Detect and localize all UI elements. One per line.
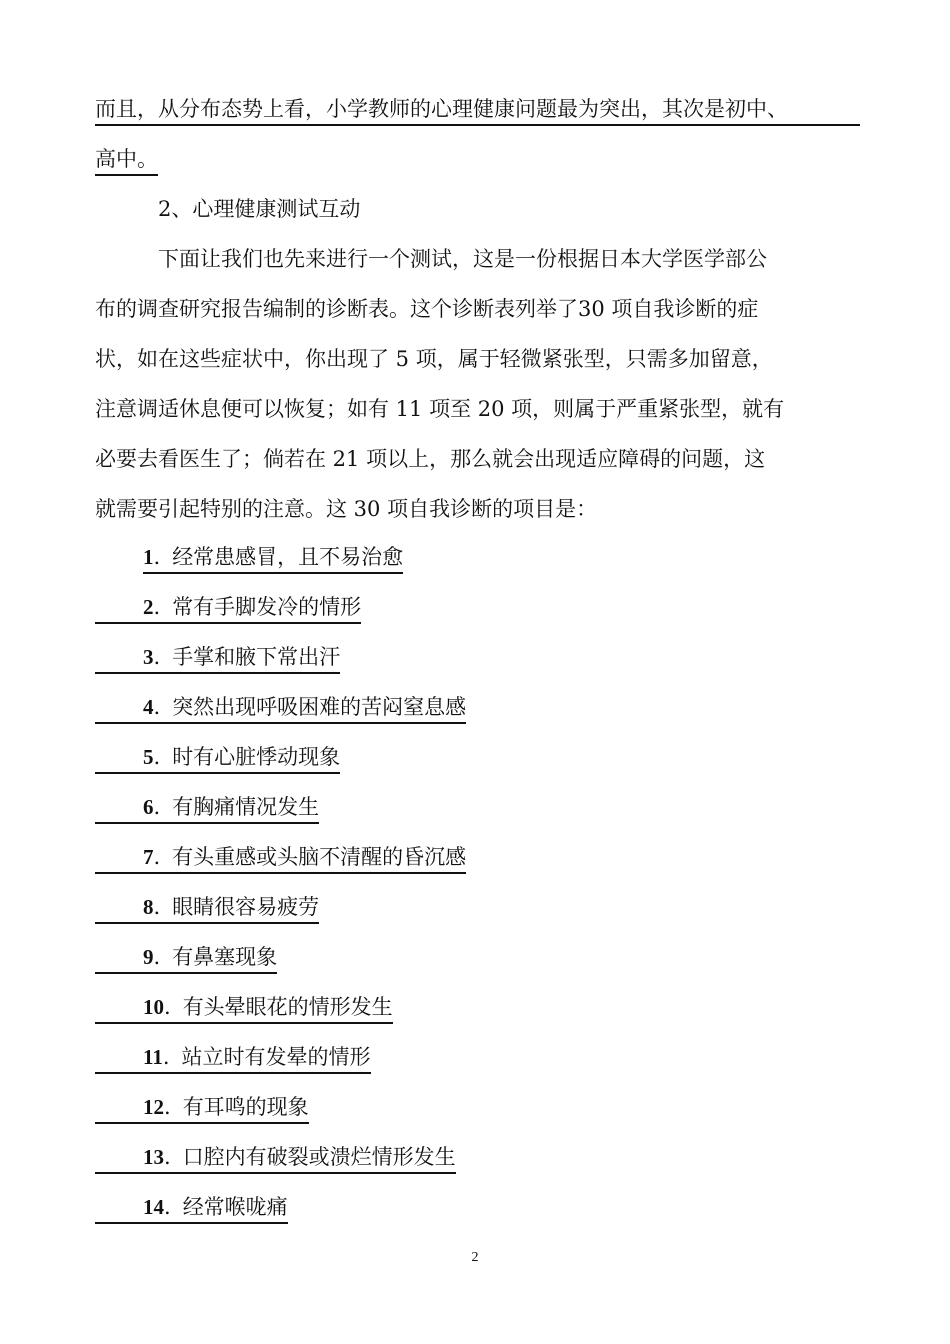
item-text: 眼睛很容易疲劳 (172, 895, 320, 919)
paragraph-tail-text-2: 高中。 (95, 147, 158, 171)
item-text: 时有心脏悸动现象 (172, 745, 341, 769)
list-item: 12. 有耳鸣的现象 (95, 1092, 309, 1124)
list-item: 9. 有鼻塞现象 (95, 942, 277, 974)
item-text: 有头晕眼花的情形发生 (182, 995, 393, 1019)
list-item: 5. 时有心脏悸动现象 (95, 742, 340, 774)
intro-line-6: 就需要引起特别的注意。这 30 项自我诊断的项目是： (95, 497, 598, 521)
item-number: 8 (143, 895, 154, 919)
paragraph-tail-line-1 (95, 94, 860, 126)
item-text: 手掌和腋下常出汗 (172, 645, 341, 669)
list-item: 1. 经常患感冒，且不易治愈 (143, 542, 403, 574)
item-number: 1 (143, 545, 154, 569)
item-number: 4 (143, 695, 154, 719)
item-number: 14 (143, 1195, 164, 1219)
item-number: 3 (143, 645, 154, 669)
list-item: 10. 有头晕眼花的情形发生 (95, 992, 393, 1024)
item-text: 经常患感冒，且不易治愈 (172, 545, 404, 569)
list-item: 13. 口腔内有破裂或溃烂情形发生 (95, 1142, 456, 1174)
intro-line-2: 布的调查研究报告编制的诊断表。这个诊断表列举了30 项自我诊断的症 (95, 297, 759, 321)
item-text: 常有手脚发冷的情形 (172, 595, 362, 619)
section-heading: 2、心理健康测试互动 (158, 197, 361, 221)
item-text: 有头重感或头脑不清醒的昏沉感 (172, 845, 467, 869)
item-number: 13 (143, 1145, 164, 1169)
paragraph-tail-text-1: 而且，从分布态势上看，小学教师的心理健康问题最为突出，其次是初中、 (95, 97, 788, 121)
list-item: 7. 有头重感或头脑不清醒的昏沉感 (95, 842, 466, 874)
intro-line-3: 状，如在这些症状中，你出现了 5 项，属于轻微紧张型，只需多加留意， (95, 347, 773, 371)
list-item: 2. 常有手脚发冷的情形 (95, 592, 361, 624)
item-number: 5 (143, 745, 154, 769)
item-text: 口腔内有破裂或溃烂情形发生 (182, 1145, 456, 1169)
item-number: 2 (143, 595, 154, 619)
item-text: 经常喉咙痛 (182, 1195, 288, 1219)
item-number: 6 (143, 795, 154, 819)
item-text: 突然出现呼吸困难的苦闷窒息感 (172, 695, 467, 719)
paragraph-tail-line-2 (95, 144, 158, 176)
item-text: 有耳鸣的现象 (182, 1095, 309, 1119)
intro-line-4: 注意调适休息便可以恢复；如有 11 项至 20 项，则属于严重紧张型，就有 (95, 397, 785, 421)
list-item: 11. 站立时有发晕的情形 (95, 1042, 371, 1074)
item-number: 10 (143, 995, 164, 1019)
page-number: 2 (471, 1250, 479, 1265)
list-item: 6. 有胸痛情况发生 (95, 792, 319, 824)
item-text: 有鼻塞现象 (172, 945, 278, 969)
list-item: 3. 手掌和腋下常出汗 (95, 642, 340, 674)
list-item: 8. 眼睛很容易疲劳 (95, 892, 319, 924)
item-text: 站立时有发晕的情形 (181, 1045, 371, 1069)
item-number: 7 (143, 845, 154, 869)
item-number: 12 (143, 1095, 164, 1119)
item-number: 11 (143, 1045, 163, 1069)
item-text: 有胸痛情况发生 (172, 795, 320, 819)
list-item: 4. 突然出现呼吸困难的苦闷窒息感 (95, 692, 466, 724)
list-item: 14. 经常喉咙痛 (95, 1192, 288, 1224)
item-number: 9 (143, 945, 154, 969)
intro-line-1: 下面让我们也先来进行一个测试，这是一份根据日本大学医学部公 (158, 247, 767, 271)
intro-line-5: 必要去看医生了；倘若在 21 项以上，那么就会出现适应障碍的问题，这 (95, 447, 766, 471)
